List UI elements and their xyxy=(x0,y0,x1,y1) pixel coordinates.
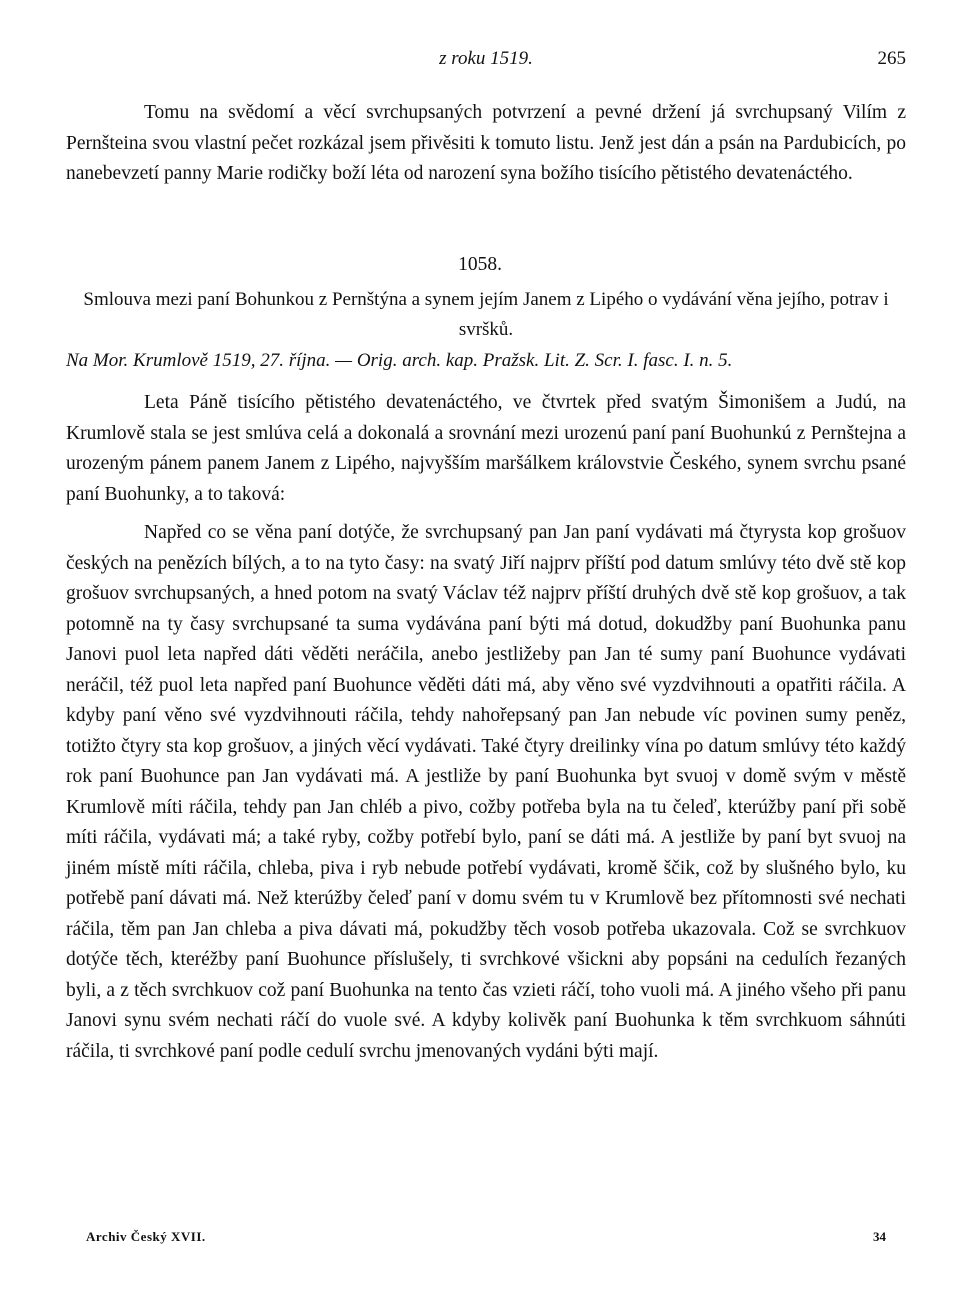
intro-paragraph: Tomu na svědomí a věcí svrchupsaných potvrzení a pevné držení já svrchupsaný Vilím z Pernšteina svou vlastní pečet rozkázal jsem přivěsiti k tomuto listu. Jenž jest dán a psán na Pardubicích, po nanebevzetí panny Marie rodičky boží léta od narození syna božího tisícího pětistého devatenáctého. xyxy=(66,102,906,184)
source-citation: Na Mor. Krumlově 1519, 27. října. — Orig. arch. kap. Pražsk. Lit. Z. Scr. I. fasc. I. n. 5. xyxy=(66,350,733,371)
body-paragraph-2: Napřed co se věna paní dotýče, že svrchupsaný pan Jan paní vydávati má čtyrysta kop grošuov českých na penězích bílých, a to na tyto časy: na svatý Jiří najprv příští pod datum smlúvy této dvě stě kop grošuov svrchupsaných, a hned potom na svatý Václav též najprv příští druhých dvě stě kop grošuov, a tak potomně na ty časy svrchupsané ta suma vydávána paní býti má dotud, dokudžby paní Buohunka panu Janovi puol leta napřed dáti věděti neráčila, anebo jestližeby pan Jan té sumy paní Buohunce vydávati neráčil, též puol leta napřed paní Buohunce věděti dáti má, aby věno své vyzdvihnouti a opatřiti ráčila. A kdyby paní věno své vyzdvihnouti ráčila, tehdy nahořepsaný pan Jan nebude víc povinen sumy peněz, totižto čtyry sta kop grošuov, a jiných věcí vydávati. Také čtyry dreilinky vína po datum smlúvy této každý rok paní Buohunce pan Jan vydávati má. A jestliže by paní Buohunka byt svuoj v domě svým v městě Krumlově míti ráčila, tehdy pan Jan chléb a pivo, cožby potřeba byla na tu čeleď, kterúžby paní při sobě míti ráčila, vydávati má; a také ryby, cožby potřebí bylo, paní se dáti má. A jestliže by paní byt svuoj na jiném místě míti ráčila, chleba, piva i ryb nebude potřebí vydávati, kromě ščik, což by slušného bylo, ku potřebě paní dávati má. Než kterúžby čeleď paní v domu svém tu v Krumlově bez přítomnosti své nechati ráčila, těm pan Jan chleba a piva dávati má, pokudžby těch vosob potřeba ukazovala. Což se svrchkuov dotýče těch, kteréžby paní Buohunce příslušely, ti svrchkové všicknі aby popsáni na cedulích řezaných byli, a z těch svrchkuov což paní Buohunka na tento čas vzieti ráčí, toho vuoli má. A jiného všeho při panu Janovi synu svém nechati ráčí do vuole své. A kdyby kolivěk paní Buohunka k těm svrchkuom sáhnúti ráčila, ti svrchkové paní podle cedulí svrchu jmenovaných vydáni býti mají. xyxy=(66,522,906,1062)
document-number: 1058. xyxy=(458,254,502,275)
footer-signature: Archiv Český XVII. xyxy=(86,1229,206,1244)
page-number: 265 xyxy=(877,48,906,69)
intro-block xyxy=(66,98,906,190)
document-title: Smlouva mezi paní Bohunkou z Pernštýna a synem jejím Janem z Lipého o vydávání věna jejího, potrav i svršků. xyxy=(83,289,889,340)
body-paragraph-1: Leta Páně tisícího pětistého devatenáctého, ve čtvrtek před svatým Šimonišem a Judú, na Krumlově stala se jest smlúva celá a dokonalá a srovnání mezi urozenú paní paní Buohunkú z Pernštejna a urozeným pánem panem Janem z Lipého, najvyšším maršálkem královstvie Českého, synem svrchu psané paní Buohunky, a to taková: xyxy=(66,392,906,505)
page-header xyxy=(66,48,906,78)
body-block xyxy=(66,388,906,1067)
sheet-number: 34 xyxy=(873,1229,886,1244)
page-footer xyxy=(86,1229,886,1253)
running-head: z roku 1519. xyxy=(439,48,533,69)
